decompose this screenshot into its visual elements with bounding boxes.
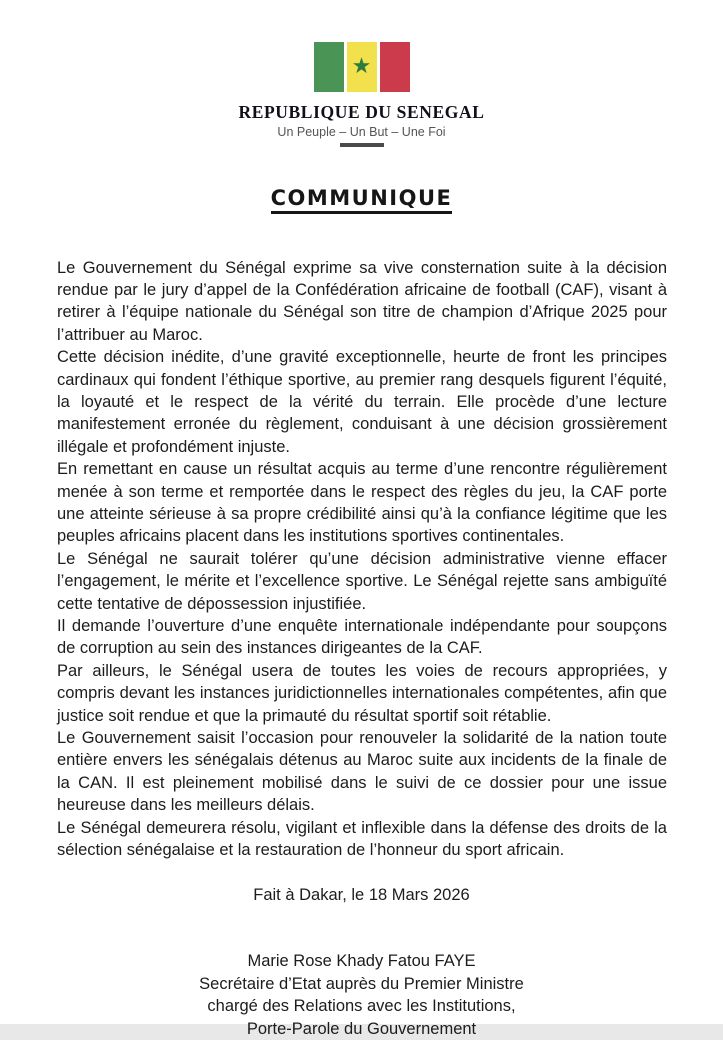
dateline: Fait à Dakar, le 18 Mars 2026 (253, 886, 470, 905)
flag-green-stripe (314, 42, 344, 92)
paragraph: Il demande l’ouverture d’une enquête internationale indépendante pour soupçons de corruption au sein des instances dirigeantes de la CAF. (57, 617, 667, 658)
paragraph: Le Gouvernement saisit l’occasion pour renouveler la solidarité de la nation toute entière envers les sénégalais détenus au Maroc suite aux incidents de la finale de la CAN. Il est pleinement mobilisé dans le suivi de ce dossier pour une issue heureuse dans les meilleurs délais. (57, 729, 667, 815)
signatory-title-line: Porte-Parole du Gouvernement (246, 1019, 477, 1038)
flag-star-icon: ★ (351, 53, 372, 78)
page-title: COMMUNIQUE (271, 186, 453, 214)
paragraph: Le Sénégal ne saurait tolérer qu’une décision administrative vienne effacer l’engagement, le mérite et l’excellence sportive. Le Sénégal rejette sans ambiguïté cette tentative de dépossession injustifiée. (57, 549, 667, 613)
paragraph: En remettant en cause un résultat acquis au terme d’une rencontre régulièrement menée à son terme et remportée dans le respect des règles du jeu, la CAF porte une atteinte sérieuse à sa propre crédibilité ainsi qu’à la confiance légitime que les peuples africains placent dans les institutions sportives continentales. (57, 460, 667, 546)
signatory-title-line: chargé des Relations avec les Institutions, (207, 997, 516, 1016)
document-header (0, 0, 723, 147)
paragraph: Le Gouvernement du Sénégal exprime sa vive consternation suite à la décision rendue par le jury d’appel de la Confédération africaine de football (CAF), visant à retirer à l’équipe nationale du Sénégal son titre de champion d’Afrique 2025 pour l’attribuer au Maroc. (57, 258, 667, 344)
paragraph: Par ailleurs, le Sénégal usera de toutes les voies de recours appropriées, y compris devant les instances juridictionnelles internationales compétentes, afin que justice soit rendue et que la primauté du résultat sportif soit rétablie. (57, 661, 667, 725)
document-body (57, 257, 667, 862)
paragraph: Cette décision inédite, d’une gravité exceptionnelle, heurte de front les principes cardinaux qui fondent l’éthique sportive, au premier rang desquels figurent l’équité, la loyauté et le respect de la vérité du terrain. Elle procède d’une lecture manifestement erronée du règlement, conduisant à une décision grossièrement illégale et profondément injuste. (57, 348, 667, 456)
flag-red-stripe (380, 42, 410, 92)
motto-divider (340, 143, 384, 147)
signature-block (0, 950, 723, 1040)
title-wrap (0, 186, 723, 214)
flag-yellow-stripe (347, 42, 377, 92)
senegal-flag-icon (314, 42, 410, 92)
signatory-name: Marie Rose Khady Fatou FAYE (247, 952, 476, 971)
signatory-title-line: Secrétaire d’Etat auprès du Premier Ministre (199, 974, 524, 993)
national-motto: Un Peuple – Un But – Une Foi (277, 125, 446, 139)
paragraph: Le Sénégal demeurera résolu, vigilant et inflexible dans la défense des droits de la sélection sénégalaise et la restauration de l’honneur du sport africain. (57, 818, 667, 860)
republic-name: REPUBLIQUE DU SENEGAL (238, 102, 485, 122)
